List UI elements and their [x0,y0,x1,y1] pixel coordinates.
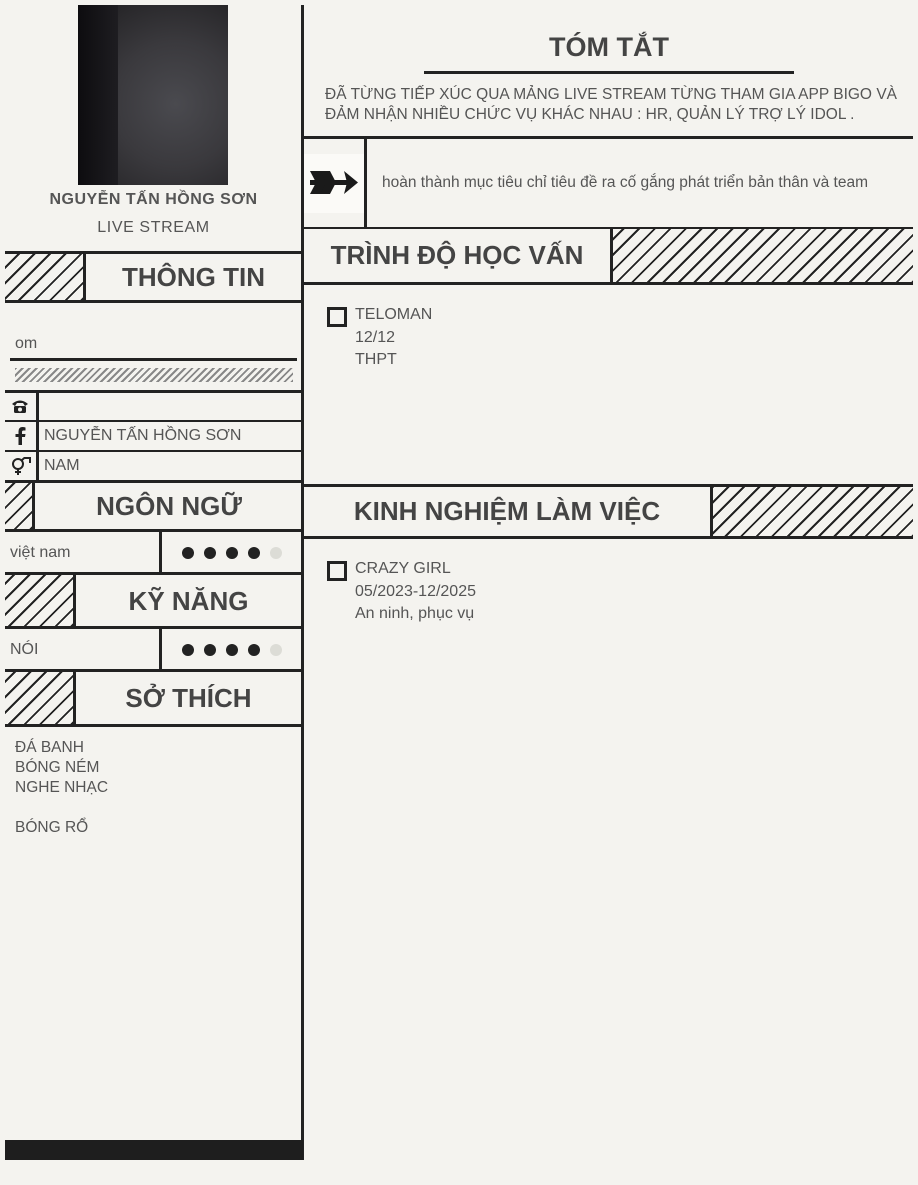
language-name: việt nam [10,544,71,561]
section-title-languages: NGÔN NGỮ [96,491,242,521]
objective-text: hoàn thành mục tiêu chỉ tiêu đề ra cố gắng phát triển bản thân và team [382,174,868,191]
experience-entry [355,558,895,626]
decor-hatch [613,229,913,283]
hobby-item: ĐÁ BANH [15,739,84,756]
facebook-icon [14,427,26,445]
decor-hatch [5,254,83,300]
rating-dot-empty [270,644,282,656]
divider [304,536,913,539]
facebook-value: NGUYỄN TẤN HỒNG SƠN [44,427,242,444]
divider [36,390,39,482]
divider [10,358,297,361]
checkbox-icon [327,561,347,581]
rating-dot-empty [270,547,282,559]
decor-hatch [5,575,73,626]
gender-value: NAM [44,457,80,474]
experience-description: An ninh, phục vụ [355,605,475,622]
title-underline [424,71,794,74]
language-rating [162,532,301,573]
decor-hatch [713,487,913,537]
hobby-item: NGHE NHẠC [15,779,109,796]
section-title-experience: KINH NGHIỆM LÀM VIỆC [353,496,661,526]
gender-icon [10,457,32,475]
experience-period: 05/2023-12/2025 [355,582,476,600]
summary-text: ĐÃ TỪNG TIẾP XÚC QUA MẢNG LIVE STREAM TỪNG THAM GIA APP BIGO VÀ ĐẢM NHẬN NHIỀU CHỨC VỤ KHÁC NHAU : HR, QUẢN LÝ TRỢ LÝ IDOL . [325,86,897,123]
divider [304,136,913,139]
divider [5,480,303,483]
skill-rating [162,629,301,670]
skill-name: NÓI [10,641,39,658]
section-title-skills: KỸ NĂNG [128,586,249,616]
divider [5,300,303,303]
arrow-icon [304,154,364,213]
hobby-item [15,798,295,818]
section-title-hobbies: SỞ THÍCH [125,683,252,713]
hobby-list [15,738,295,838]
rating-dot-filled [248,547,260,559]
decor-hatch [5,483,32,529]
section-title-education: TRÌNH ĐỘ HỌC VẤN [330,240,584,270]
education-entry [355,304,895,372]
divider [304,282,913,285]
rating-dot-filled [204,644,216,656]
divider [5,450,303,452]
profile-photo [78,5,228,185]
divider [5,420,303,422]
section-title-summary: TÓM TẮT [549,32,669,62]
rating-dot-filled [248,644,260,656]
rating-dot-filled [226,547,238,559]
decor-hatch [5,672,73,724]
divider [5,390,303,393]
footer-bar [5,1140,303,1160]
profile-role: LIVE STREAM [97,219,210,236]
education-level: THPT [355,351,397,368]
rating-dot-filled [182,547,194,559]
decor-stripe [15,368,293,382]
rating-dot-filled [204,547,216,559]
checkbox-icon [327,307,347,327]
hobby-item: BÓNG RỔ [15,819,89,836]
rating-dot-filled [182,644,194,656]
experience-company: CRAZY GIRL [355,560,451,577]
education-period: 12/12 [355,328,396,346]
education-school: TELOMAN [355,306,433,323]
divider [364,139,367,227]
profile-name: NGUYỄN TẤN HỒNG SƠN [49,191,258,208]
divider [5,724,303,727]
rating-dot-filled [226,644,238,656]
phone-icon [11,398,29,414]
section-title-info: THÔNG TIN [122,262,265,292]
email-value: om [15,335,38,352]
hobby-item: BÓNG NÉM [15,759,100,776]
